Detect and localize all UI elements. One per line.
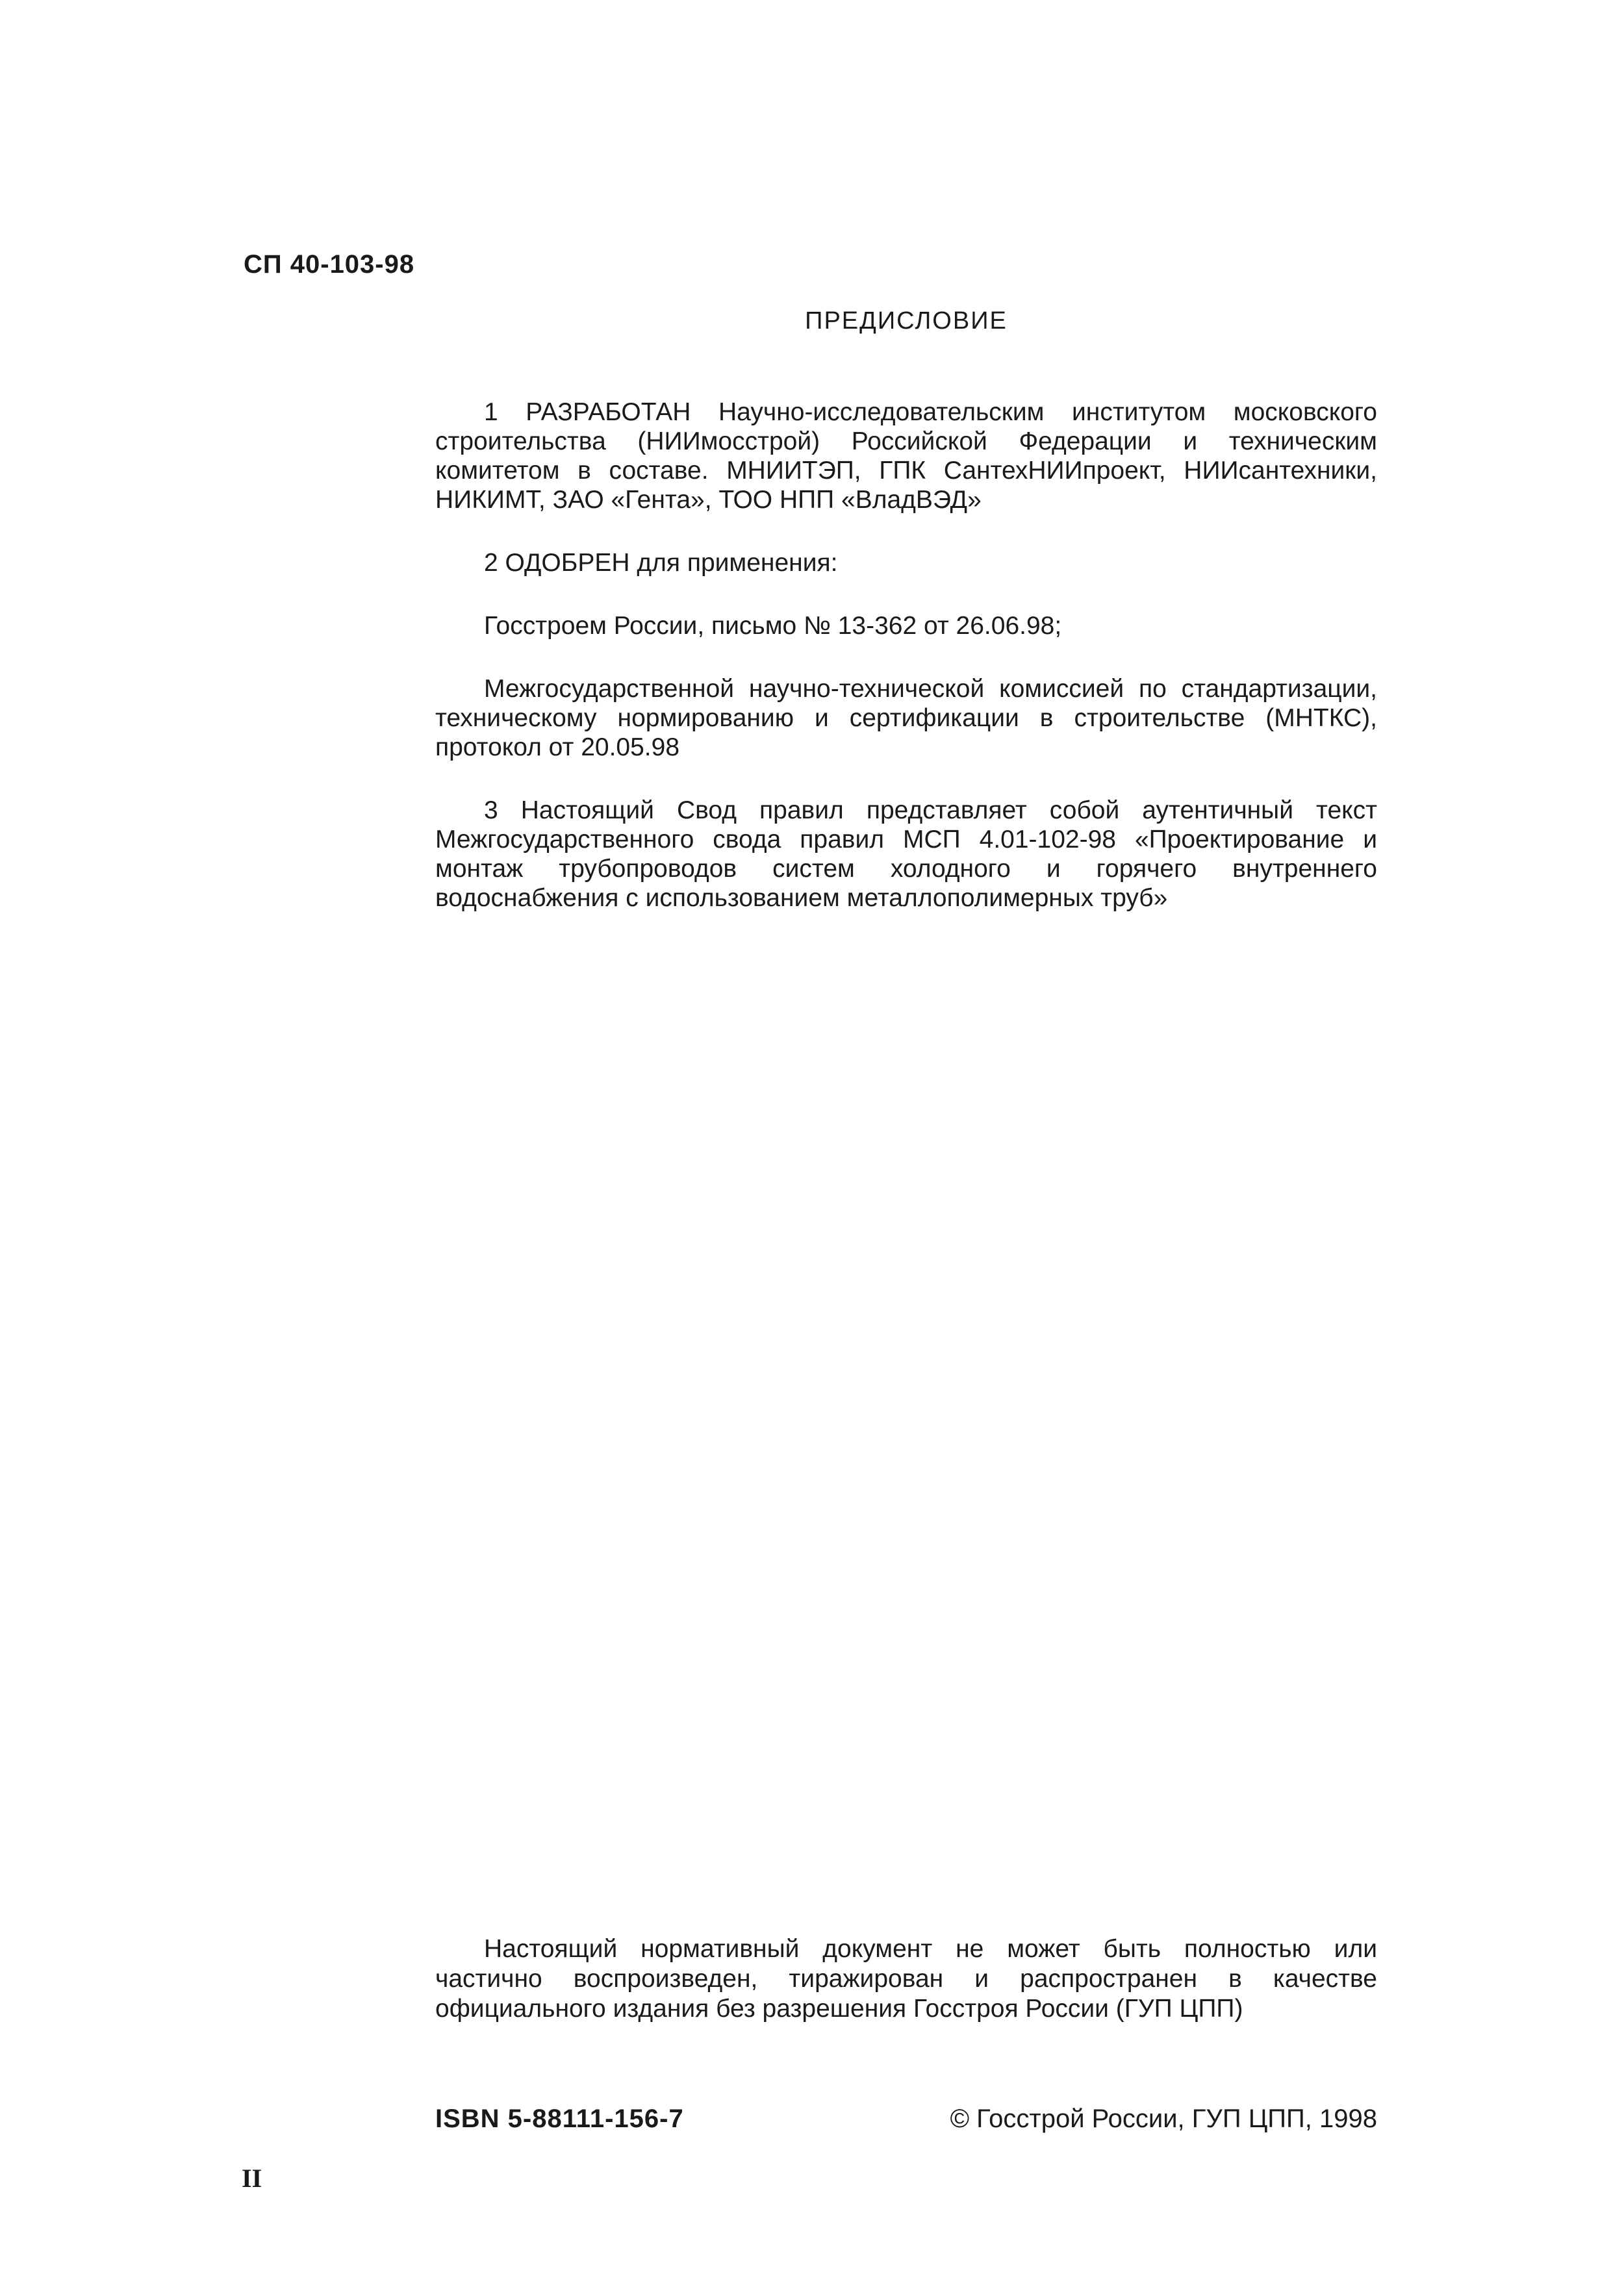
document-code: СП 40-103-98 bbox=[244, 250, 415, 279]
paragraph-mntks-protocol: Межгосударственной научно-технической комиссией по стандартизации, техническому нормированию и сертификации в строительстве (МНТКС), протокол от 20.05.98 bbox=[435, 675, 1377, 761]
page-number: II bbox=[242, 2164, 262, 2193]
section-title: ПРЕДИСЛОВИЕ bbox=[805, 307, 1008, 335]
paragraph-approved: 2 ОДОБРЕН для применения: bbox=[484, 549, 838, 577]
copyright: © Госстрой России, ГУП ЦПП, 1998 bbox=[950, 2104, 1377, 2133]
reproduction-notice: Настоящий нормативный документ не может быть полностью или частично воспроизведен, тиражирован и распространен в качестве официального издания без разрешения Госстроя России (ГУП ЦПП) bbox=[435, 1935, 1377, 2023]
foreword-body bbox=[435, 398, 1377, 946]
paragraph-authentic-text: 3 Настоящий Свод правил представляет собой аутентичный текст Межгосударственного свода правил МСП 4.01-102-98 «Проектирование и монтаж трубопроводов систем холодного и горячего внутреннего водоснабжения с использованием металлополимерных труб» bbox=[435, 796, 1377, 912]
paragraph-gosstroy-letter: Госстроем России, письмо № 13-362 от 26.06.98; bbox=[484, 612, 1062, 640]
isbn: ISBN 5-88111-156-7 bbox=[435, 2104, 684, 2133]
paragraph-developed-by: 1 РАЗРАБОТАН Научно-исследовательским институтом московского строительства (НИИмосстрой) Российской Федерации и техническим комитетом в составе. МНИИТЭП, ГПК СантехНИИпроект, НИИсантехники, НИКИМТ, ЗАО «Гента», ТОО НПП «ВладВЭД» bbox=[435, 398, 1377, 514]
